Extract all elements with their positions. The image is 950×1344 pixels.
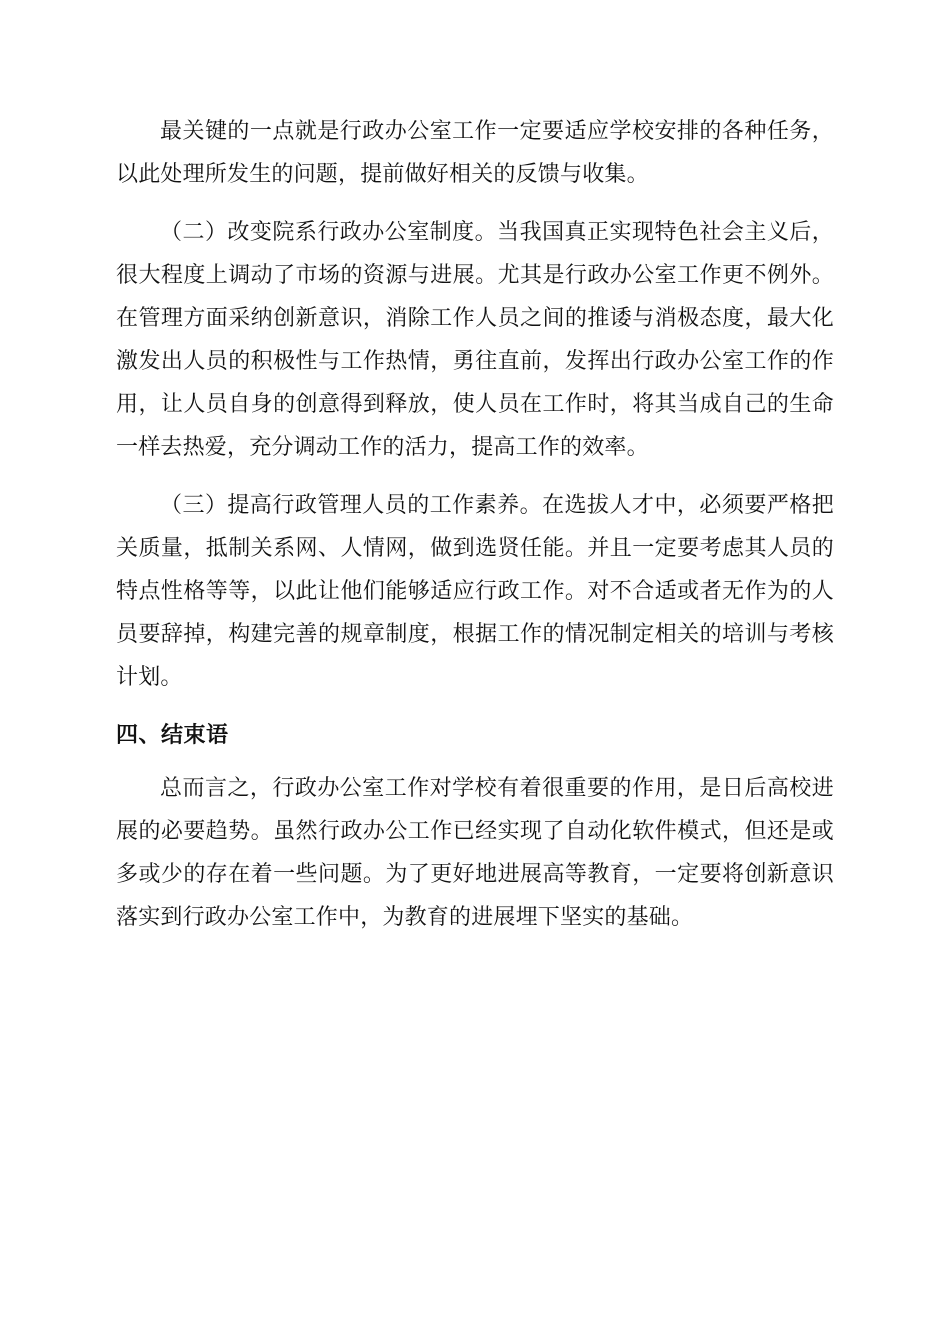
section-heading-conclusion: 四、结束语 [116, 723, 229, 748]
paragraph-task-adaptation: 最关键的一点就是行政办公室工作一定要适应学校安排的各种任务，以此处理所发生的问题，提前做好相关的反馈与收集。 [116, 119, 834, 187]
paragraph-staff-quality: （三）提高行政管理人员的工作素养。在选拔人才中，必须要严格把关质量，抵制关系网、人情网，做到选贤任能。并且一定要考虑其人员的特点性格等等，以此让他们能够适应行政工作。对不合适或者无作为的人员要辞掉，构建完善的规章制度，根据工作的情况制定相关的培训与考核计划。 [116, 493, 834, 690]
paragraph-office-system-reform: （二）改变院系行政办公室制度。当我国真正实现特色社会主义后，很大程度上调动了市场的资源与进展。尤其是行政办公室工作更不例外。在管理方面采纳创新意识，消除工作人员之间的推诿与消极态度，最大化激发出人员的积极性与工作热情，勇往直前，发挥出行政办公室工作的作用，让人员自身的创意得到释放，使人员在工作时，将其当成自己的生命一样去热爱，充分调动工作的活力，提高工作的效率。 [116, 220, 834, 460]
document-body [116, 110, 834, 939]
paragraph-conclusion: 总而言之，行政办公室工作对学校有着很重要的作用，是日后高校进展的必要趋势。虽然行政办公工作已经实现了自动化软件模式，但还是或多或少的存在着一些问题。为了更好地进展高等教育，一定要将创新意识落实到行政办公室工作中，为教育的进展埋下坚实的基础。 [116, 776, 834, 930]
